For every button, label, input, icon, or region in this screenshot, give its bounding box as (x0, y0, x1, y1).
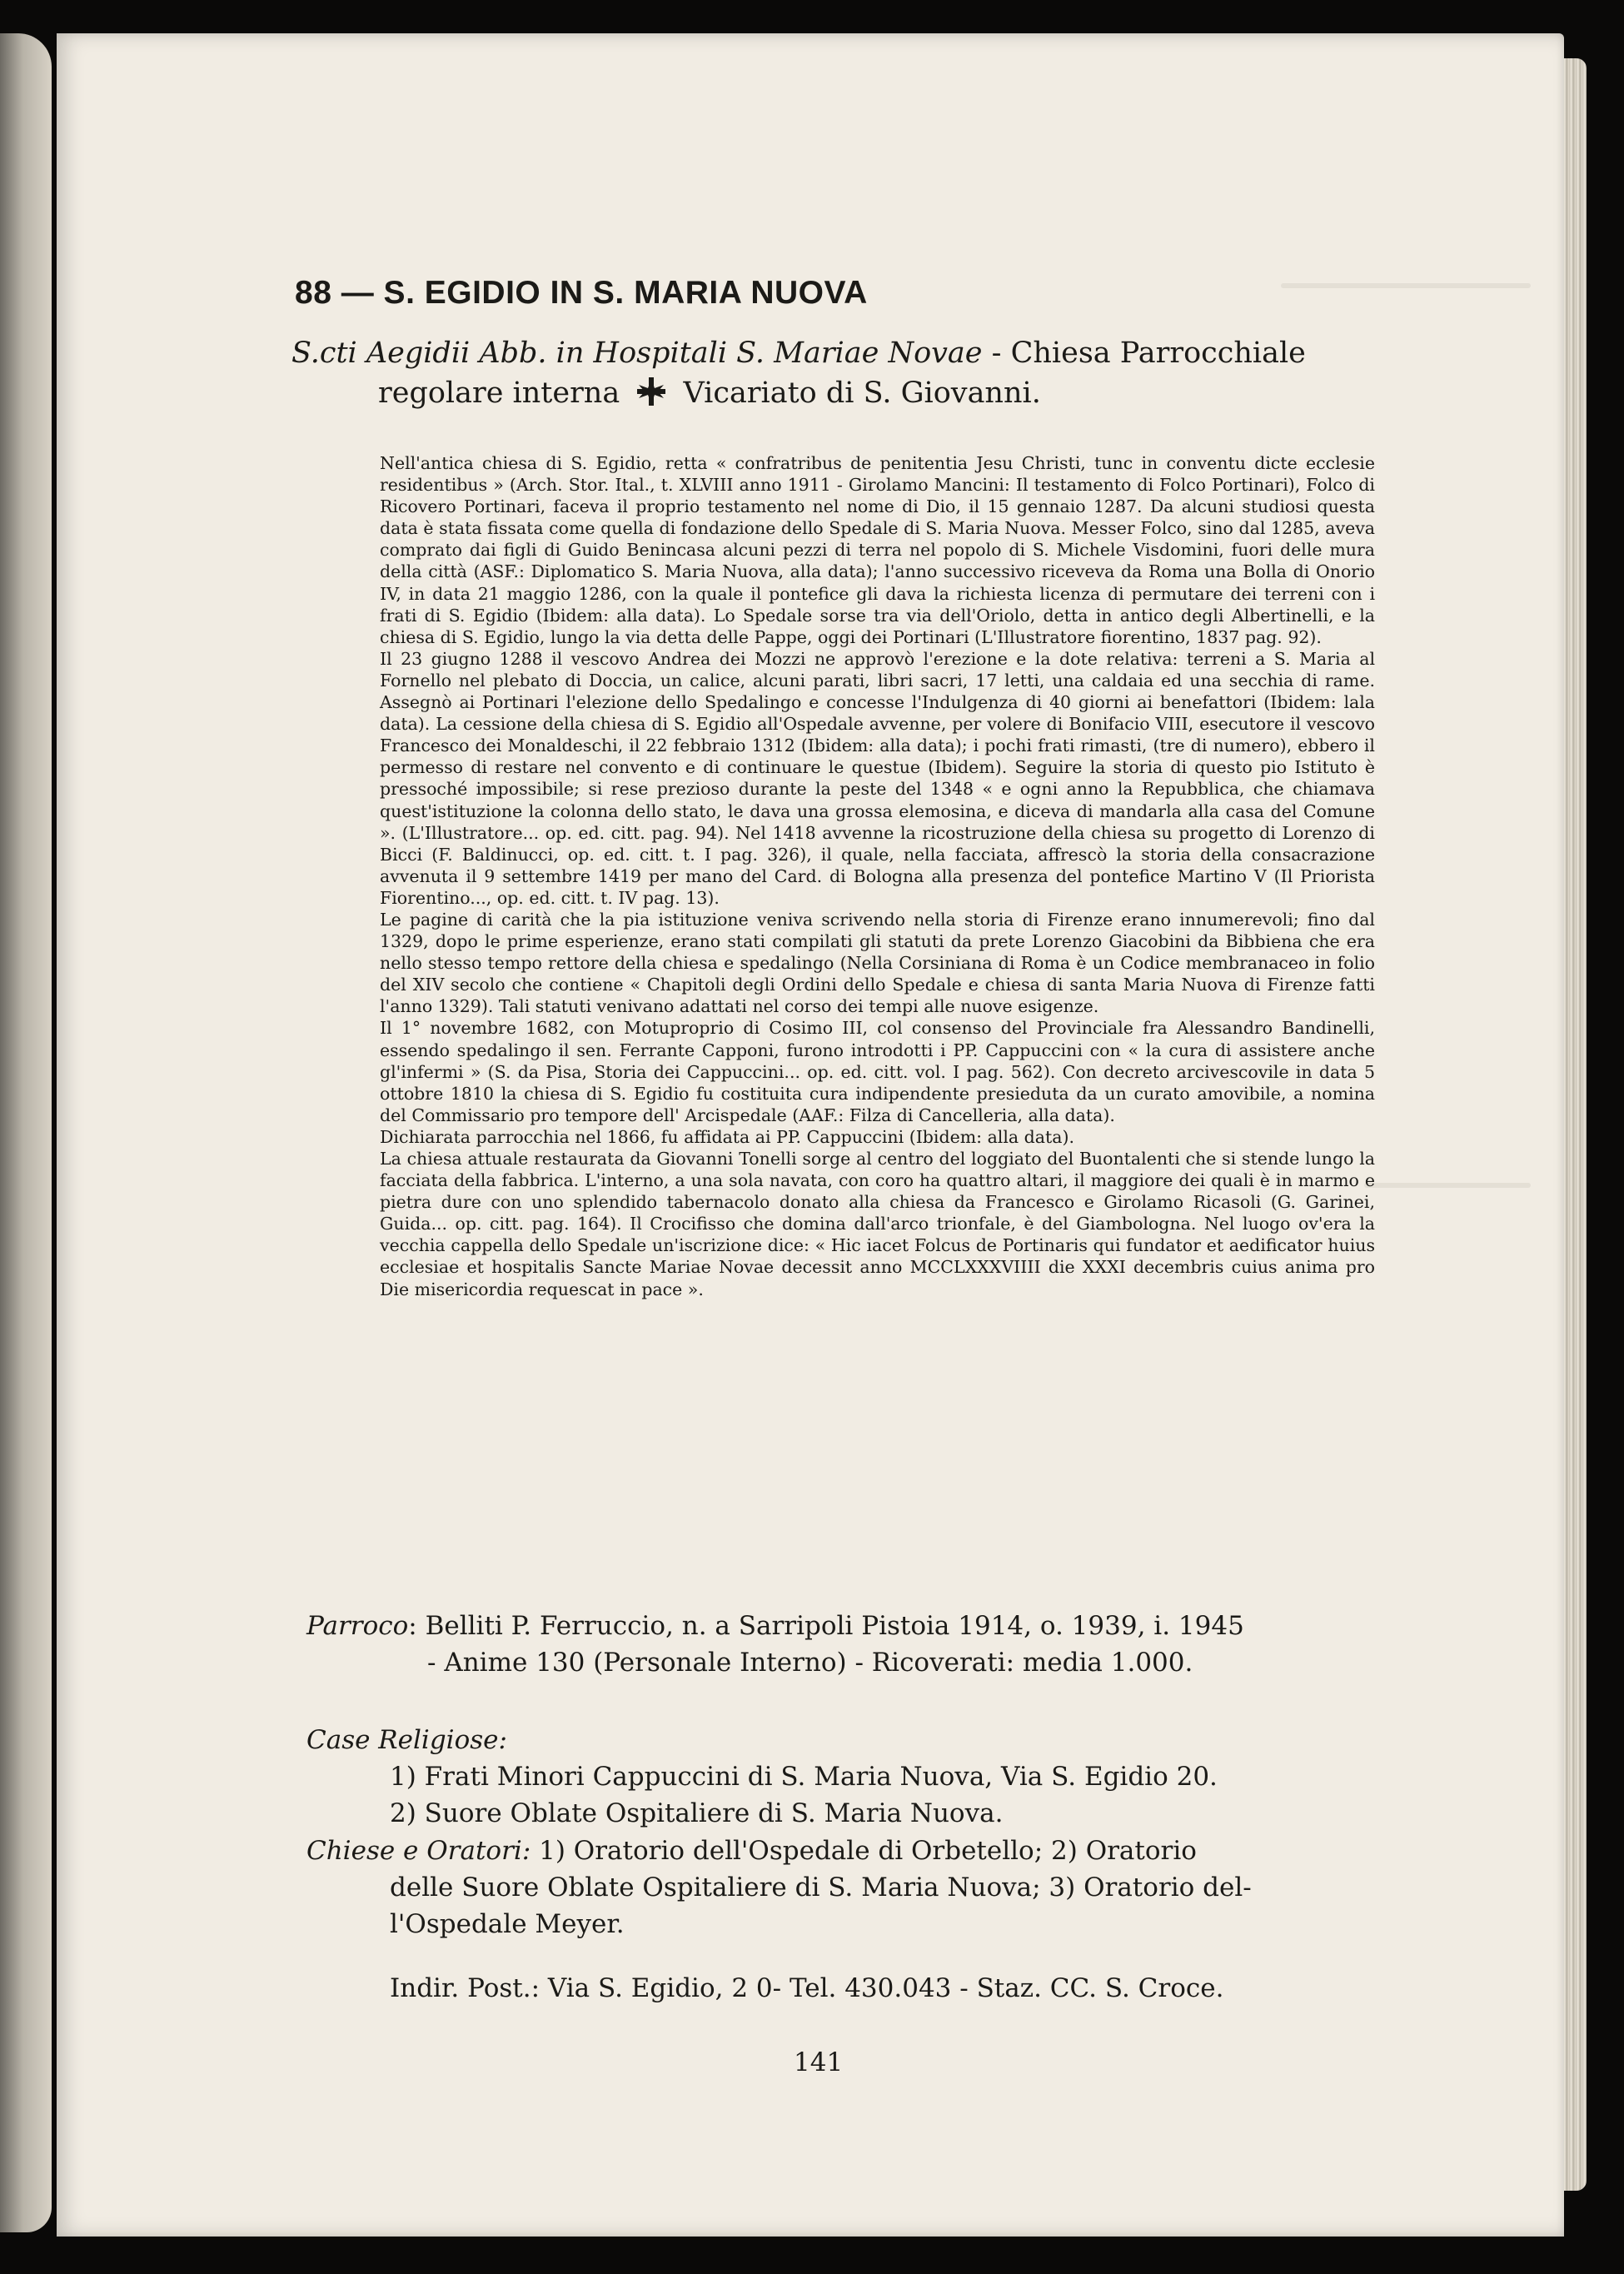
vicariato: Vicariato di S. Giovanni. (683, 377, 1041, 410)
parroco-line2: - Anime 130 (Personale Interno) - Ricoverati: media 1.000. (427, 1648, 1193, 1678)
chiese-oratori-entry (306, 1833, 1381, 1942)
history-paragraph: La chiesa attuale restaurata da Giovanni Tonelli sorge al centro del loggiato del Buontalenti che si stende lungo la facciata della fabbrica. L'interno, a una sola navata, con coro ha quattro altari, il maggiore dei quali è in marmo e pietra dure con uno splendido tabernacolo donato alla chiesa da Francesco e Girolamo Ricasoli (G. Garinei, Guida... op. citt. pag. 164). Il Crocifisso che domina dall'arco trionfale, è del Giambologna. Nel luogo ov'era la vecchia cappella dello Spedale un'iscrizione dice: « Hic iacet Folcus de Portinaris qui fundator et aedificator huius ecclesiae et hospitalis Sancte Mariae Novae decessit anno MCCLXXXVIIII die XXXI decembris cuius anima pro Die misericordia requescat in pace ». (380, 1149, 1375, 1299)
cross-patee-icon (637, 377, 665, 406)
parroco-label: Parroco (306, 1611, 409, 1641)
page-title: 88 — S. EGIDIO IN S. MARIA NUOVA (295, 275, 868, 311)
history-paragraph: Il 1° novembre 1682, con Motuproprio di Cosimo III, col consenso del Provinciale fra Alessandro Bandinelli, essendo spedalingo il sen. Ferrante Capponi, furono introdotti i PP. Cappuccini con « la cura di assistere anche gl'infermi » (S. da Pisa, Storia dei Cappuccini... op. ed. citt. vol. I pag. 562). Con decreto arcivescovile in data 5 ottobre 1810 la chiesa di S. Egidio fu costituita cura indipendente presieduta da un curato amovibile, a nomina del Commissario pro tempore dell' Arcispedale (AAF.: Filza di Cancelleria, alla data). (380, 1018, 1375, 1125)
case-religiose-item: 2) Suore Oblate Ospitaliere di S. Maria Nuova. (390, 1798, 1004, 1828)
case-religiose-item: 1) Frati Minori Cappuccini di S. Maria Nuova, Via S. Egidio 20. (390, 1762, 1218, 1792)
show-through-mark (1364, 1183, 1531, 1188)
case-religiose-label: Case Religiose (306, 1725, 499, 1755)
history-paragraph: Il 23 giugno 1288 il vescovo Andrea dei Mozzi ne approvò l'erezione e la dote relativa: terreni a S. Maria al Fornello nel plebato di Doccia, un calice, alcuni parati, libri sacri, 17 letti, una caldaia ed una secchia di rame. Assegnò ai Portinari l'elezione dello Spedalingo e concesse l'Indulgenza di 40 giorni ai benefattori (Ibidem: lala data). La cessione della chiesa di S. Egidio all'Ospedale avvenne, per volere di Bonifacio VIII, esecutore il vescovo Francesco dei Monaldeschi, il 22 febbraio 1312 (Ibidem: alla data); i pochi frati rimasti, (tre di numero), ebbero il permesso di restare nel convento e di continuare le questue (Ibidem). Seguire la storia di questo pio Istituto è pressoché impossibile; si rese prezioso durante la peste del 1348 « e ogni anno la Repubblica, che chiamava quest'istituzione la colonna dello stato, le dava una grossa elemosina, e diceva di mandarla alla casa del Comune ». (L'Illustratore... op. ed. citt. pag. 94). Nel 1418 avvenne la ricostruzione della chiesa su progetto di Lorenzo di Bicci (F. Baldinucci, op. ed. citt. t. I pag. 326), il quale, nella facciata, affrescò la storia della consacrazione avvenuta il 9 settembre 1419 per mano del Card. di Bologna alla presenza del pontefice Martino V (Il Priorista Fiorentino..., op. ed. citt. t. IV pag. 13). (380, 648, 1375, 908)
facing-page-edge (0, 33, 52, 2232)
church-subtitle (291, 333, 1381, 413)
history-paragraph: Dichiarata parrocchia nel 1866, fu affidata ai PP. Cappuccini (Ibidem: alla data). (380, 1126, 1074, 1147)
parroco-line1: : Belliti P. Ferruccio, n. a Sarripoli Pistoia 1914, o. 1939, i. 1945 (408, 1611, 1244, 1641)
chiese-line3: l'Ospedale Meyer. (390, 1909, 625, 1939)
show-through-mark (1281, 283, 1531, 288)
chiese-line1: 1) Oratorio dell'Ospedale di Orbetello; 2) Oratorio (531, 1836, 1197, 1866)
church-type-cont: regolare interna (378, 377, 620, 410)
history-text (380, 452, 1375, 1300)
history-paragraph: Nell'antica chiesa di S. Egidio, retta « confratribus de penitentia Jesu Christi, tunc in conventu dicte ecclesie residentibus » (Arch. Stor. Ital., t. XLVIII anno 1911 - Girolamo Mancini: Il testamento di Folco Portinari), Folco di Ricovero Portinari, faceva il proprio testamento nel nome di Dio, il 15 gennaio 1287. Da alcuni studiosi questa data è stata fissata come quella di fondazione dello Spedale di S. Maria Nuova. Messer Folco, sino dal 1285, aveva comprato dai figli di Guido Benincasa alcuni pezzi di terra nel popolo di S. Michele Visdomini, fuori delle mura della città (ASF.: Diplomatico S. Maria Nuova, alla data); l'anno successivo riceveva da Roma una Bolla di Onorio IV, in data 21 maggio 1286, con la quale il pontefice gli dava la richiesta licenza di permutare dei terreni con i frati di S. Egidio (Ibidem: alla data). Lo Spedale sorse tra via dell'Oriolo, detta in antico degli Albertinelli, e la chiesa di S. Egidio, lungo la via detta delle Pappe, oggi dei Portinari (L'Illustratore fiorentino, 1837 pag. 92). (380, 453, 1375, 647)
parroco-entry (306, 1608, 1381, 1681)
case-religiose-entry (306, 1722, 1389, 1832)
church-type: - Chiesa Parrocchiale (982, 337, 1306, 370)
history-paragraph: Le pagine di carità che la pia istituzione veniva scrivendo nella storia di Firenze erano innumerevoli; fino dal 1329, dopo le prime esperienze, erano stati compilati gli statuti da prete Lorenzo Giacobini da Bibbiena che era nello stesso tempo rettore della chiesa e spedalingo (Nella Corsiniana di Roma è un Codice membranaceo in folio del XIV secolo che contiene « Chapitoli degli Ordini dello Spedale e chiesa di santa Maria Nuova di Firenze fatti l'anno 1329). Tali statuti venivano adattati nel corso dei tempi alle nuove esigenze. (380, 909, 1375, 1017)
book-page (57, 33, 1564, 2237)
latin-title: S.cti Aegidii Abb. in Hospitali S. Mariae Novae (291, 337, 983, 370)
postal-address: Indir. Post.: Via S. Egidio, 2 0- Tel. 430.043 - Staz. CC. S. Croce. (390, 1973, 1224, 2003)
chiese-label: Chiese e Oratori: (306, 1836, 531, 1866)
page-number: 141 (794, 2047, 844, 2077)
case-religiose-colon: : (498, 1725, 507, 1755)
chiese-line2: delle Suore Oblate Ospitaliere di S. Maria Nuova; 3) Oratorio del- (390, 1873, 1252, 1902)
